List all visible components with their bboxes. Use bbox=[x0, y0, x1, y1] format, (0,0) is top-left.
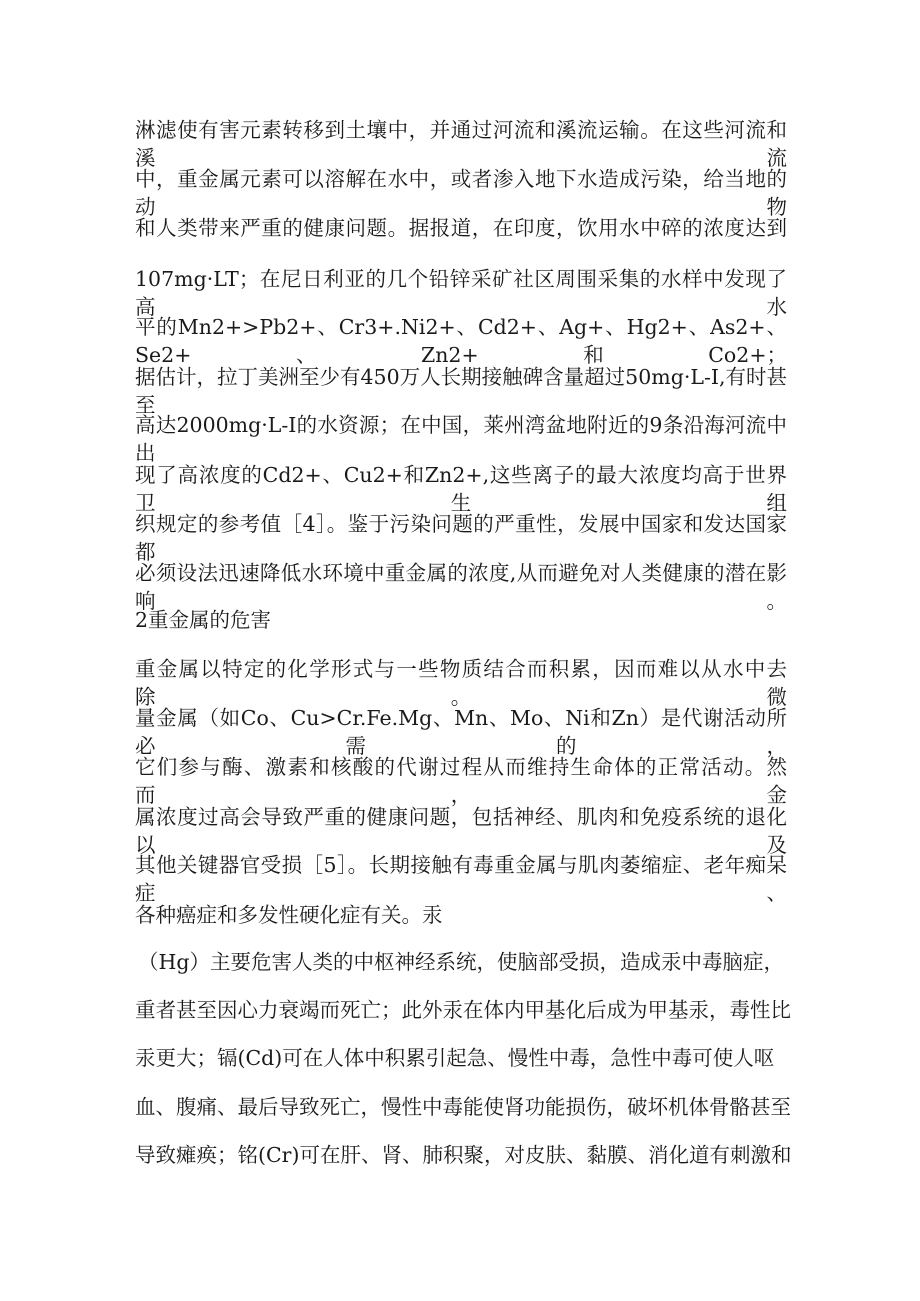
paragraph-line: 中，重金属元素可以溶解在水中，或者渗入地下水造成污染，给当地的动物 bbox=[135, 167, 787, 219]
paragraph-line: 量金属（如Co、Cu>Cr.Fe.Mg、Mn、Mo、Ni和Zn）是代谢活动所必需的， bbox=[135, 706, 787, 758]
paragraph-line: 其他关键器官受损［5］。长期接触有毒重金属与肌肉萎缩症、老年痴呆症、 bbox=[135, 853, 787, 905]
paragraph-line: 属浓度过高会导致严重的健康问题，包括神经、肌肉和免疫系统的退化以及 bbox=[135, 805, 787, 857]
paragraph-line: 织规定的参考值［4］。鉴于污染问题的严重性，发展中国家和发达国家都 bbox=[135, 512, 787, 564]
paragraph-line: 导致瘫痪；铭(Cr)可在肝、肾、肺积聚，对皮肤、黏膜、消化道有刺激和 bbox=[135, 1143, 792, 1167]
paragraph-line: 必须设法迅速降低水环境中重金属的浓度,从而避免对人类健康的潜在影响。 bbox=[135, 561, 787, 613]
paragraph-line: 高达2000mg·L-I的水资源；在中国，莱州湾盆地附近的9条沿海河流中出 bbox=[135, 413, 787, 465]
paragraph-line: 它们参与酶、激素和核酸的代谢过程从而维持生命体的正常活动。然而，金 bbox=[135, 755, 787, 807]
paragraph-line: 据估计，拉丁美洲至少有450万人长期接触碑含量超过50mg·L-I,有时甚至 bbox=[135, 365, 787, 417]
paragraph-line: 107mg·LT；在尼日利亚的几个铅锌采矿社区周围采集的水样中发现了高水 bbox=[135, 267, 787, 319]
paragraph-line: 汞更大；镉(Cd)可在人体中积累引起急、慢性中毒，急性中毒可使人呕 bbox=[135, 1046, 775, 1070]
section-heading: 2重金属的危害 bbox=[135, 608, 272, 632]
paragraph-line: 淋滤使有害元素转移到土壤中，并通过河流和溪流运输。在这些河流和溪流 bbox=[135, 118, 787, 170]
paragraph-line: 平的Mn2+>Pb2+、Cr3+.Ni2+、Cd2+、Ag+、Hg2+、As2+、Se2+、Zn2+和Co2+； bbox=[135, 315, 787, 367]
paragraph-line: 各种癌症和多发性硬化症有关。汞 bbox=[135, 903, 443, 927]
paragraph-line: 重者甚至因心力衰竭而死亡；此外汞在体内甲基化后成为甲基汞，毒性比 bbox=[135, 998, 791, 1022]
paragraph-line: 血、腹痛、最后导致死亡，慢性中毒能使肾功能损伤，破坏机体骨骼甚至 bbox=[135, 1095, 791, 1119]
paragraph-line: 重金属以特定的化学形式与一些物质结合而积累，因而难以从水中去除。微 bbox=[135, 657, 787, 709]
paragraph-line: （Hg）主要危害人类的中枢神经系统，使脑部受损，造成汞中毒脑症， bbox=[138, 950, 784, 974]
paragraph-line: 现了高浓度的Cd2+、Cu2+和Zn2+,这些离子的最大浓度均高于世界卫生组 bbox=[135, 463, 787, 515]
paragraph-line: 和人类带来严重的健康问题。据报道，在印度，饮用水中碎的浓度达到 bbox=[135, 216, 787, 240]
